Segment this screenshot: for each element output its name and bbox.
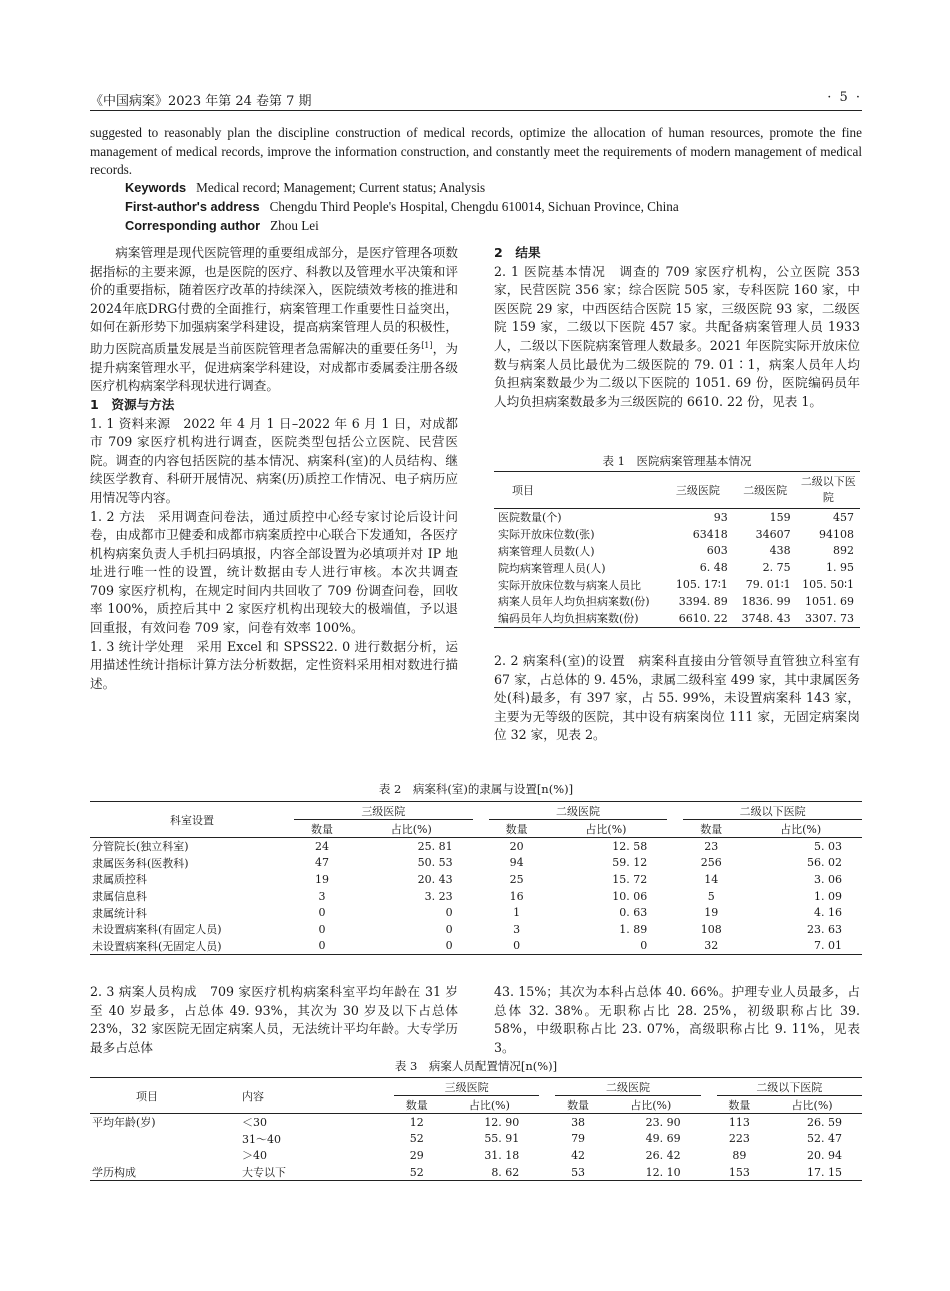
table-cell: 105. 17∶1 <box>675 578 728 592</box>
table-cell: 113 <box>728 1115 750 1129</box>
table3-col-header: 内容 <box>204 1078 394 1114</box>
table-row <box>90 1147 862 1164</box>
section-heading-methods: 1 资源与方法 <box>90 396 175 412</box>
table-cell: 分管院长(独立科室) <box>92 840 189 854</box>
table1-header: 二级以下医院 <box>797 472 860 509</box>
table-cell: 3748. 43 <box>741 611 791 625</box>
abstract-text: suggested to reasonably plan the discipline construction of medical records, optimize the allocation of human resources, promote the fine management of medical records, improve the information construction, and constantly meet the requirements of modern management of medical records. <box>90 125 862 177</box>
keywords-label: Keywords <box>125 180 187 195</box>
table-cell: 603 <box>706 544 728 558</box>
table1 <box>494 471 860 628</box>
table-cell: 23 <box>704 839 719 853</box>
table3-group-header: 二级以下医院 <box>717 1078 862 1096</box>
table-cell: 0 <box>445 922 453 936</box>
table-cell: 病案管理人员数(人) <box>498 544 595 558</box>
table2-sub-header: 占比(%) <box>350 820 473 838</box>
table3-group-header: 二级医院 <box>555 1078 700 1096</box>
table-cell: 23. 90 <box>645 1115 681 1129</box>
table-cell: 49. 69 <box>645 1132 681 1146</box>
corresponding-text: Zhou Lei <box>270 218 319 233</box>
paragraph-2-1: 2. 1 医院基本情况 调查的 709 家医疗机构，公立医院 353 家，民营医院 356 家；综合医院 505 家，专科医院 160 家，中医医院 29 家，中西医结合医院 15 家，三级医院 93 家，二级医院 159 家，二级以下医院 457 家。共配备病案管理人员 1933 人，二级以下医院病案管理人数最多。2021 年医院实际开放床位数与病案人员比最优为二级医院的 79. 01∶1，病案人员年人均负担病案数最少为二级以下医院的 1051. 69 份，医院编码员年人均负担病案数最多为三级医院的 6610. 22 份，见表 1。 <box>494 263 860 409</box>
intro-text-a: 病案管理是现代医院管理的重要组成部分，是医疗管理各项数据指标的主要来源，也是医院的医疗、科教以及管理水平决策和评价的重要指标，随着医疗改革的持续深入，医院绩效考核的推进和2024年底DRG付费的全面推行，病案管理工作重要性日益突出，如何在新形势下加强病案学科建设，提高病案管理人员的积极性，助力医院高质量发展是当前医院管理者急需解决的重要任务 <box>90 245 458 357</box>
table-cell: 10. 06 <box>612 889 648 903</box>
table-cell: 20. 43 <box>417 872 453 886</box>
table-cell: 59. 12 <box>612 856 648 870</box>
table-row <box>494 526 860 543</box>
table-cell: 0 <box>445 906 453 920</box>
table-cell: 隶属信息科 <box>92 890 147 904</box>
keywords-line <box>125 180 865 196</box>
paragraph-1-2: 1. 2 方法 采用调查问卷法，通过质控中心经专家讨论后设计问卷，由成都市卫健委和成都市病案质控中心联合下发通知，各医疗机构病案负责人手机扫码填报，内容全部设置为必填项并对 IP 地址进行唯一性的设置，统计数据由专人进行审核。本次共调查 709 家医疗机构，在规定时间内共回收了 709 份调查问卷，回收率 100%，质控后其中 2 家医疗机构出现较大的极端值，予以退回重报，有效问卷 709 家，问卷有效率 100%。 <box>90 508 458 636</box>
table-cell: 3394. 89 <box>678 594 728 608</box>
table-cell: 院均病案管理人员(人) <box>498 561 606 575</box>
table-cell: 24 <box>314 839 329 853</box>
table-cell: 31～40 <box>242 1132 281 1146</box>
corresponding-label: Corresponding author <box>125 218 261 233</box>
page-number: · 5 · <box>827 90 862 105</box>
left-column <box>90 244 458 693</box>
table-cell: 未设置病案科(有固定人员) <box>92 923 222 937</box>
table-cell: 29 <box>409 1148 424 1162</box>
table1-header: 二级医院 <box>734 472 797 509</box>
table3-sub-header: 数量 <box>394 1096 440 1114</box>
table2-col-header: 科室设置 <box>90 802 294 838</box>
table2-sub-header: 数量 <box>489 820 545 838</box>
table-cell: 47 <box>314 856 329 870</box>
table-cell: 53 <box>571 1165 586 1179</box>
section-heading-results: 2 结果 <box>494 245 541 260</box>
paragraph-2-3-left <box>90 983 458 1057</box>
table-cell: 编码员年人均负担病案数(份) <box>498 612 639 626</box>
table3-sub-header: 占比(%) <box>762 1096 862 1114</box>
address-text: Chengdu Third People's Hospital, Chengdu 610014, Sichuan Province, China <box>269 199 679 214</box>
address-label: First-author's address <box>125 199 260 214</box>
table-cell: 16 <box>509 889 524 903</box>
table-cell: 79 <box>571 1132 586 1146</box>
keywords-text: Medical record; Management; Current status; Analysis <box>196 180 486 195</box>
table-cell: 0. 63 <box>619 906 648 920</box>
table3-sub-header: 数量 <box>717 1096 763 1114</box>
table-cell: 892 <box>833 544 854 558</box>
table-cell <box>90 1147 204 1164</box>
table-cell: 42 <box>571 1148 586 1162</box>
table-cell: 23. 63 <box>807 922 842 936</box>
table-cell: 153 <box>728 1165 750 1179</box>
table-cell: 223 <box>728 1132 750 1146</box>
table-cell: 63418 <box>692 527 728 541</box>
table-row <box>90 871 862 888</box>
table-cell: 159 <box>769 510 791 524</box>
table-cell: 31. 18 <box>484 1148 520 1162</box>
table-cell: 大专以下 <box>242 1166 286 1180</box>
address-line <box>125 199 865 215</box>
table-cell: 94 <box>509 856 524 870</box>
table-cell: 79. 01∶1 <box>745 578 791 592</box>
table-cell: 学历构成 <box>92 1166 136 1180</box>
paragraph-2-3-b: 43. 15%；其次为本科占总体 40. 66%。护理专业人员最多，占总体 32. 38%。无职称占比 28. 25%，初级职称占比 39. 58%，中级职称占比 23. 07%，高级职称占比 9. 11%，见表 3。 <box>494 984 860 1055</box>
table-cell: 20. 94 <box>807 1148 842 1162</box>
table-cell: ＜30 <box>242 1116 267 1130</box>
table-cell: 26. 59 <box>807 1115 842 1129</box>
table-row <box>494 509 860 526</box>
table2-sub-header: 占比(%) <box>545 820 668 838</box>
table3-sub-header: 数量 <box>555 1096 601 1114</box>
table-cell: 医院数量(个) <box>498 511 562 525</box>
table2-group-header: 三级医院 <box>294 802 473 820</box>
table-cell: 0 <box>640 939 648 953</box>
right-column-bottom <box>494 652 860 745</box>
table-cell: 3. 06 <box>814 872 842 886</box>
table-cell: 438 <box>769 544 791 558</box>
table2-group-header: 二级医院 <box>489 802 668 820</box>
corresponding-line <box>125 218 865 234</box>
table-cell: 0 <box>318 906 326 920</box>
table-row <box>494 576 860 593</box>
table-row <box>90 938 862 955</box>
table2-sub-header: 数量 <box>294 820 350 838</box>
table-cell: 12. 10 <box>645 1165 681 1179</box>
intro-paragraph <box>90 244 458 396</box>
table-cell: 94108 <box>819 527 854 541</box>
table-cell: 17. 15 <box>807 1165 842 1179</box>
table-cell: 93 <box>713 510 728 524</box>
table-cell: 病案人员年人均负担病案数(份) <box>498 595 650 609</box>
table-cell: 0 <box>318 939 326 953</box>
table-cell: 0 <box>318 922 326 936</box>
table-cell: 108 <box>700 922 722 936</box>
table3-sub-header: 占比(%) <box>601 1096 701 1114</box>
paragraph-1-1: 1. 1 资料来源 2022 年 4 月 1 日–2022 年 6 月 1 日，对成都市 709 家医疗机构进行调查，医院类型包括公立医院、民营医院。调查的内容包括医院的基本情况、病案科(室)的人员结构、继续医学教育、科研开展情况、病案(历)质控工作情况、电子病历应用情况等内容。 <box>90 415 458 505</box>
intro-text-b: ，为提升病案管理水平，促进病案学科建设，对成都市委属委注册各级医疗机构病案学科现状进行调查。 <box>90 341 459 394</box>
table-cell: 25 <box>509 872 524 886</box>
table-cell: 8. 62 <box>491 1165 520 1179</box>
table-cell: 52. 47 <box>807 1132 842 1146</box>
table-cell: 4. 16 <box>814 906 842 920</box>
table-cell: 1836. 99 <box>741 594 791 608</box>
table1-header: 项目 <box>494 472 662 509</box>
table-cell <box>90 1131 204 1148</box>
table-cell: 5 <box>707 889 715 903</box>
table-cell: 256 <box>700 856 722 870</box>
table-row <box>90 888 862 905</box>
table-cell: 105. 50∶1 <box>802 578 854 592</box>
table-cell: 1 <box>513 906 521 920</box>
right-column-top <box>494 244 860 411</box>
table-cell: ＞40 <box>242 1149 267 1163</box>
table-cell: 0 <box>513 939 521 953</box>
table-row <box>494 559 860 576</box>
table-cell: 实际开放床位数(张) <box>498 528 595 542</box>
paragraph-2-3-right <box>494 983 860 1057</box>
table2-group-header: 二级以下医院 <box>683 802 862 820</box>
table-cell: 隶属质控科 <box>92 873 147 887</box>
table-cell: 1. 89 <box>619 922 648 936</box>
table-cell: 12. 58 <box>612 839 648 853</box>
table-cell: 3 <box>318 889 326 903</box>
table-cell: 3. 23 <box>424 889 453 903</box>
table-cell: 5. 03 <box>814 839 842 853</box>
table-cell: 26. 42 <box>645 1148 681 1162</box>
table-cell: 7. 01 <box>814 939 842 953</box>
table-cell: 3 <box>513 922 521 936</box>
table2-sub-header: 占比(%) <box>739 820 862 838</box>
table3-group-header: 三级医院 <box>394 1078 539 1096</box>
journal-title: 《中国病案》2023 年第 24 卷第 7 期 <box>90 94 312 109</box>
table2-sub-header: 数量 <box>683 820 739 838</box>
running-header <box>90 88 862 111</box>
table-cell: 隶属统计科 <box>92 906 147 920</box>
table-row <box>494 593 860 610</box>
table-cell: 56. 02 <box>807 856 842 870</box>
table2-caption: 表 2 病案科(室)的隶属与设置[n(%)] <box>378 782 574 796</box>
paragraph-1-3: 1. 3 统计学处理 采用 Excel 和 SPSS22. 0 进行数据分析，运用描述性统计指标计算方法分析数据，定性资料采用相对数进行描述。 <box>90 638 458 691</box>
table-cell: 平均年龄(岁) <box>92 1116 156 1130</box>
table3-caption: 表 3 病案人员配置情况[n(%)] <box>394 1059 558 1073</box>
table-cell: 6610. 22 <box>678 611 728 625</box>
table-cell: 19 <box>704 906 719 920</box>
table-cell: 55. 91 <box>484 1132 520 1146</box>
paragraph-2-2: 2. 2 病案科(室)的设置 病案科直接由分管领导直管独立科室有 67 家，占总体的 9. 45%，隶属二级科室 499 家，其中隶属医务处(科)最多，有 397 家，占 55. 99%，未设置病案科 143 家，主要为无等级的医院，其中设有病案岗位 111 家，无固定病案岗位 32 家，见表 2。 <box>494 653 860 743</box>
table-cell: 52 <box>409 1165 424 1179</box>
table-cell: 50. 53 <box>417 856 453 870</box>
table-row <box>494 610 860 627</box>
table-cell: 12 <box>409 1115 424 1129</box>
table3-col-header: 项目 <box>90 1078 204 1114</box>
table-cell: 3307. 73 <box>805 611 854 625</box>
table-cell: 52 <box>409 1132 424 1146</box>
table-row <box>90 1131 862 1148</box>
table-cell: 未设置病案科(无固定人员) <box>92 939 222 953</box>
table2 <box>90 801 862 955</box>
table-cell: 457 <box>833 510 854 524</box>
table-cell: 1. 95 <box>826 561 854 575</box>
table-cell: 实际开放床位数与病案人员比 <box>498 578 641 592</box>
table1-caption: 表 1 医院病案管理基本情况 <box>602 454 752 468</box>
table3 <box>90 1077 862 1181</box>
table-row <box>90 904 862 921</box>
table-cell: 1051. 69 <box>805 594 854 608</box>
table-row <box>494 543 860 560</box>
table-row <box>90 921 862 938</box>
table-cell: 1. 09 <box>814 889 842 903</box>
table-cell: 20 <box>509 839 524 853</box>
table-cell: 32 <box>704 939 719 953</box>
table-cell: 0 <box>445 939 453 953</box>
table-row <box>90 855 862 872</box>
paragraph-2-3-a: 2. 3 病案人员构成 709 家医疗机构病案科室平均年龄在 31 岁至 40 岁最多，占总体 49. 93%，其次为 30 岁及以下占总体 23%，32 家医院无固定病案人员，无法统计平均年龄。大专学历最多占总体 <box>90 984 458 1055</box>
table-row <box>90 1164 862 1181</box>
citation-ref: [1] <box>421 340 433 350</box>
table-cell: 15. 72 <box>612 872 648 886</box>
table-row <box>90 838 862 855</box>
table-row <box>90 1114 862 1131</box>
table-cell: 隶属医务科(医教科) <box>92 856 189 870</box>
table1-header: 三级医院 <box>662 472 734 509</box>
table-cell: 25. 81 <box>417 839 453 853</box>
table-cell: 38 <box>571 1115 586 1129</box>
table-cell: 6. 48 <box>699 561 728 575</box>
table3-sub-header: 占比(%) <box>440 1096 540 1114</box>
table-cell: 12. 90 <box>484 1115 520 1129</box>
table-cell: 14 <box>704 872 719 886</box>
table-cell: 34607 <box>755 527 791 541</box>
table-cell: 19 <box>314 872 329 886</box>
table-cell: 89 <box>732 1148 747 1162</box>
table-cell: 2. 75 <box>762 561 791 575</box>
